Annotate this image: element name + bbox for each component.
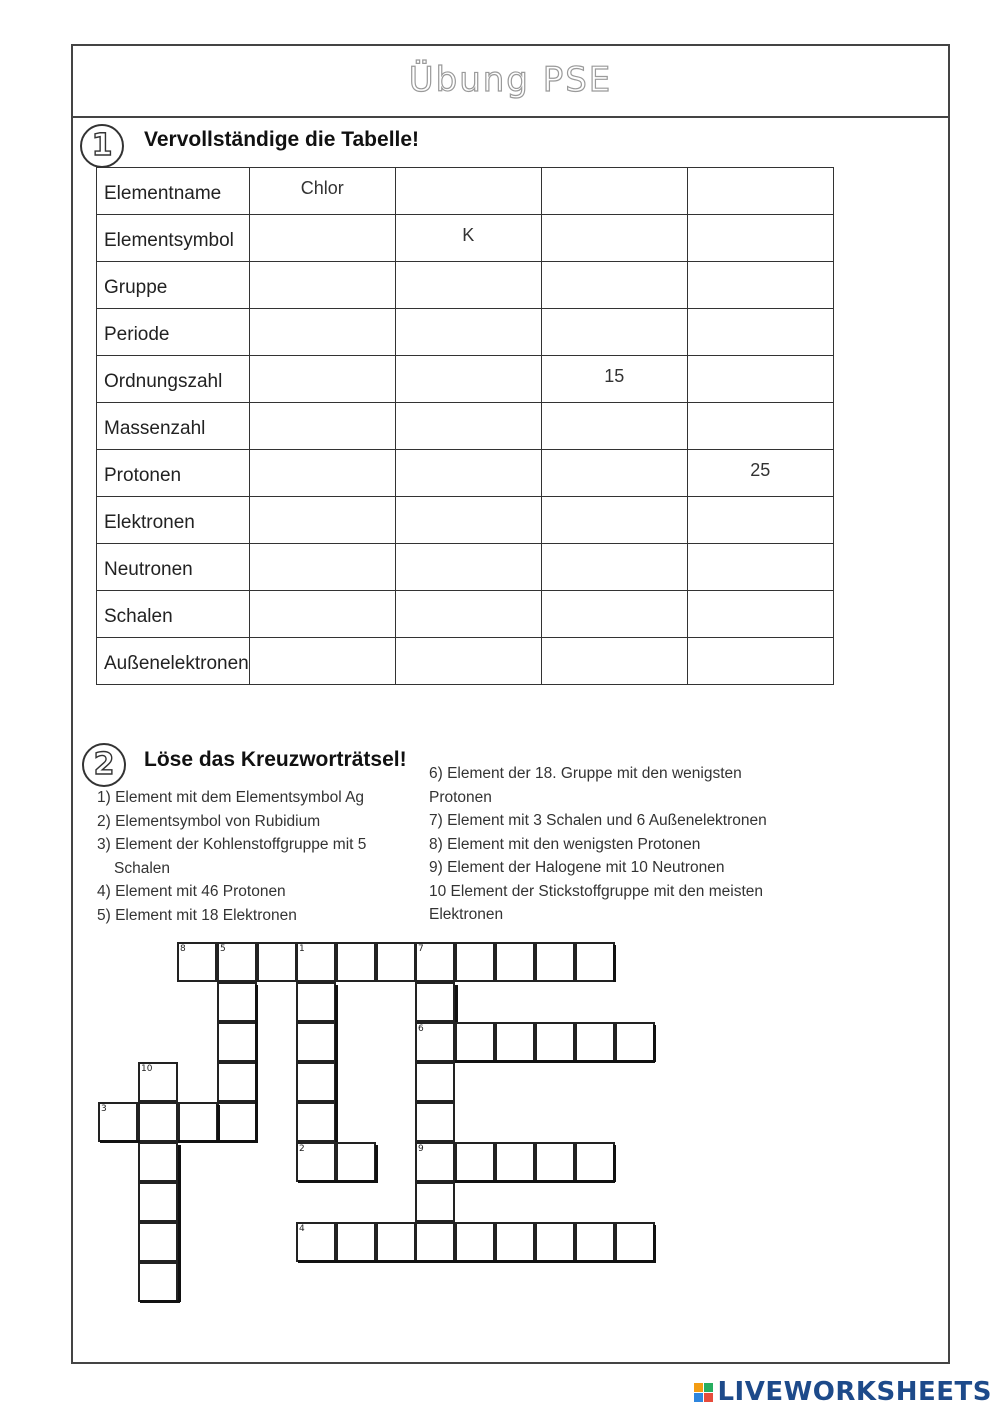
crossword-cell[interactable] — [138, 1062, 178, 1102]
cell-shadow — [255, 985, 258, 1142]
table-row — [97, 544, 834, 591]
crossword-cell[interactable] — [415, 1102, 455, 1142]
clue-3-cont: Schalen — [114, 859, 171, 877]
answer-cell[interactable] — [249, 309, 395, 356]
section-1-number: 1 — [91, 128, 113, 163]
clue-number: 3 — [101, 1104, 107, 1114]
answer-cell[interactable] — [395, 262, 541, 309]
clue-4: 4) Element mit 46 Protonen — [97, 883, 286, 900]
table-row — [97, 403, 834, 450]
crossword-cell[interactable] — [575, 942, 615, 982]
table-row — [97, 168, 834, 215]
clue-number: 2 — [299, 1144, 305, 1154]
section-1-number-badge — [80, 124, 124, 168]
cell-shadow — [375, 1145, 378, 1182]
crossword-cell[interactable] — [138, 1262, 178, 1302]
table-row — [97, 309, 834, 356]
answer-cell[interactable] — [541, 450, 687, 497]
clues-left — [97, 786, 366, 927]
crossword-cell[interactable] — [138, 1222, 178, 1262]
crossword-cell[interactable] — [455, 942, 495, 982]
crossword-cell[interactable] — [296, 1142, 336, 1182]
crossword-cell[interactable] — [138, 1142, 178, 1182]
answer-cell[interactable] — [395, 591, 541, 638]
answer-cell[interactable] — [541, 262, 687, 309]
crossword-cell[interactable] — [376, 1222, 416, 1262]
crossword-cell[interactable] — [296, 1022, 336, 1062]
clue-number: 1 — [299, 944, 305, 954]
answer-cell[interactable] — [395, 544, 541, 591]
answer-cell[interactable] — [249, 544, 395, 591]
crossword-cell[interactable] — [415, 1142, 455, 1182]
answer-cell[interactable] — [395, 403, 541, 450]
crossword-cell[interactable] — [575, 1142, 615, 1182]
answer-cell[interactable] — [541, 403, 687, 450]
answer-cell[interactable] — [541, 168, 687, 215]
crossword-cell[interactable] — [415, 982, 455, 1022]
logo-text: LIVEWORKSHEETS — [717, 1377, 992, 1407]
clue-number: 4 — [299, 1224, 305, 1234]
crossword-cell[interactable] — [296, 1062, 336, 1102]
answer-cell[interactable] — [395, 356, 541, 403]
crossword-cell[interactable] — [415, 1022, 455, 1062]
answer-cell[interactable] — [687, 403, 833, 450]
clue-1: 1) Element mit dem Elementsymbol Ag — [97, 789, 365, 806]
answer-cell[interactable] — [249, 591, 395, 638]
crossword-cell[interactable] — [177, 942, 217, 982]
row-label: Elektronen — [97, 497, 250, 544]
cell-shadow — [217, 1105, 220, 1142]
row-label: Protonen — [97, 450, 250, 497]
cell-shadow — [298, 1180, 378, 1183]
answer-cell[interactable] — [249, 497, 395, 544]
table-row — [97, 450, 834, 497]
liveworksheets-logo — [694, 1377, 992, 1407]
page-title: Übung PSE — [408, 60, 613, 100]
clue-7: 7) Element mit 3 Schalen und 6 Außenelektronen — [429, 812, 767, 829]
crossword-cell[interactable] — [535, 1142, 575, 1182]
section-2-number: 2 — [93, 747, 115, 782]
answer-cell[interactable] — [249, 215, 395, 262]
clue-10-cont: Elektronen — [429, 906, 504, 923]
crossword-cell[interactable] — [98, 1102, 138, 1142]
crossword-cell[interactable] — [217, 1102, 257, 1142]
cell-shadow — [335, 985, 338, 1142]
clue-number: 5 — [220, 944, 226, 954]
crossword-cell[interactable] — [495, 1022, 535, 1062]
answer-cell[interactable] — [541, 544, 687, 591]
row-label: Elementname — [97, 168, 250, 215]
cell-shadow — [455, 985, 458, 1022]
crossword-cell[interactable] — [615, 1222, 655, 1262]
crossword-cell[interactable] — [178, 1102, 218, 1142]
cell-shadow — [100, 1140, 140, 1143]
clue-9: 9) Element der Halogene mit 10 Neutronen — [429, 859, 725, 876]
crossword-cell[interactable] — [575, 1022, 615, 1062]
logo-grid-icon — [694, 1383, 713, 1402]
answer-cell[interactable] — [541, 497, 687, 544]
answer-cell[interactable] — [395, 450, 541, 497]
row-label: Massenzahl — [97, 403, 250, 450]
answer-cell[interactable] — [687, 356, 833, 403]
row-label: Schalen — [97, 591, 250, 638]
table-row — [97, 591, 834, 638]
answer-cell[interactable] — [541, 591, 687, 638]
cell-shadow — [298, 1260, 656, 1263]
answer-cell[interactable] — [687, 544, 833, 591]
clue-number: 9 — [418, 1144, 424, 1154]
crossword-cell[interactable] — [217, 982, 257, 1022]
crossword-cell[interactable] — [296, 1222, 336, 1262]
answer-cell[interactable]: Chlor — [249, 168, 395, 215]
cell-shadow — [178, 1145, 181, 1302]
clue-10: 10 Element der Stickstoffgruppe mit den meisten — [429, 882, 763, 900]
crossword-cell[interactable] — [495, 1142, 535, 1182]
answer-cell[interactable] — [395, 497, 541, 544]
answer-cell[interactable] — [687, 215, 833, 262]
row-label: Gruppe — [97, 262, 250, 309]
crossword-cell[interactable] — [455, 1022, 495, 1062]
crossword-cell[interactable] — [535, 1022, 575, 1062]
element-table — [96, 167, 834, 685]
clue-3: 3) Element der Kohlenstoffgruppe mit 5 — [97, 836, 367, 853]
cell-shadow — [653, 1025, 656, 1062]
crossword-cell[interactable] — [495, 942, 535, 982]
answer-cell[interactable] — [687, 497, 833, 544]
table-row — [97, 638, 834, 685]
clue-6-cont: Protonen — [429, 788, 492, 806]
crossword-cell[interactable] — [296, 982, 336, 1022]
answer-cell[interactable] — [395, 638, 541, 685]
answer-cell[interactable]: 15 — [541, 356, 687, 403]
section-2-number-badge — [82, 743, 126, 787]
clue-number: 10 — [141, 1064, 153, 1074]
crossword-cell[interactable] — [415, 1182, 455, 1222]
answer-cell[interactable] — [249, 638, 395, 685]
row-label: Außenelektronen — [97, 638, 250, 685]
answer-cell[interactable] — [249, 450, 395, 497]
cell-shadow — [140, 1300, 180, 1303]
crossword-cell[interactable] — [336, 1142, 376, 1182]
logo-square-2 — [704, 1383, 713, 1392]
crossword-cell[interactable] — [415, 1062, 455, 1102]
crossword-cell[interactable] — [615, 1022, 655, 1062]
table-row — [97, 497, 834, 544]
crossword-cell[interactable] — [138, 1102, 178, 1142]
crossword-cell[interactable] — [138, 1182, 178, 1222]
answer-cell[interactable] — [541, 638, 687, 685]
crossword-cell[interactable] — [217, 942, 257, 982]
crossword-cell[interactable] — [415, 942, 455, 982]
clues-right — [429, 762, 767, 927]
crossword-cell[interactable] — [535, 1222, 575, 1262]
crossword-cell[interactable] — [336, 1222, 376, 1262]
clue-2: 2) Elementsymbol von Rubidium — [97, 812, 321, 830]
answer-cell[interactable] — [541, 309, 687, 356]
answer-cell[interactable] — [249, 403, 395, 450]
answer-cell[interactable] — [249, 262, 395, 309]
answer-cell[interactable] — [395, 168, 541, 215]
logo-square-1 — [694, 1383, 703, 1392]
answer-cell[interactable] — [687, 168, 833, 215]
crossword-cell[interactable] — [455, 1142, 495, 1182]
section-1-heading: Vervollständige die Tabelle! — [144, 128, 420, 151]
answer-cell[interactable] — [687, 262, 833, 309]
row-label: Elementsymbol — [97, 215, 250, 262]
logo-square-3 — [694, 1393, 703, 1402]
table-row — [97, 215, 834, 262]
crossword-cell[interactable] — [376, 942, 416, 982]
cell-shadow — [178, 1140, 258, 1143]
answer-cell[interactable] — [687, 309, 833, 356]
crossword-cell[interactable] — [336, 942, 376, 982]
cell-shadow — [455, 1180, 615, 1183]
section-2-heading: Löse das Kreuzworträtsel! — [144, 748, 407, 771]
crossword-cell[interactable] — [257, 942, 297, 982]
crossword-cell[interactable] — [296, 1102, 336, 1142]
clue-number: 6 — [418, 1024, 424, 1034]
crossword-cell[interactable] — [495, 1222, 535, 1262]
crossword-cell[interactable] — [217, 1022, 257, 1062]
crossword-cell[interactable] — [575, 1222, 615, 1262]
answer-cell[interactable] — [687, 591, 833, 638]
logo-square-4 — [704, 1393, 713, 1402]
row-label: Periode — [97, 309, 250, 356]
clue-number: 7 — [418, 944, 424, 954]
clue-number: 8 — [180, 944, 186, 954]
clue-6: 6) Element der 18. Gruppe mit den wenigsten — [429, 765, 742, 782]
row-label: Neutronen — [97, 544, 250, 591]
crossword-cell[interactable] — [455, 1222, 495, 1262]
cell-shadow — [613, 1145, 616, 1182]
clue-8: 8) Element mit den wenigsten Protonen — [429, 835, 701, 853]
cell-shadow — [613, 945, 616, 982]
cell-shadow — [455, 1060, 655, 1063]
answer-cell[interactable]: 25 — [687, 450, 833, 497]
crossword-cell[interactable] — [296, 942, 336, 982]
answer-cell[interactable]: K — [395, 215, 541, 262]
answer-cell[interactable] — [541, 215, 687, 262]
title-bar — [71, 44, 950, 118]
clue-5: 5) Element mit 18 Elektronen — [97, 906, 297, 924]
cell-shadow — [653, 1225, 656, 1262]
answer-cell[interactable] — [249, 356, 395, 403]
crossword-cell[interactable] — [535, 942, 575, 982]
answer-cell[interactable] — [395, 309, 541, 356]
crossword-cell[interactable] — [415, 1222, 455, 1262]
row-label: Ordnungszahl — [97, 356, 250, 403]
table-row — [97, 356, 834, 403]
crossword-cell[interactable] — [217, 1062, 257, 1102]
answer-cell[interactable] — [687, 638, 833, 685]
table-row — [97, 262, 834, 309]
